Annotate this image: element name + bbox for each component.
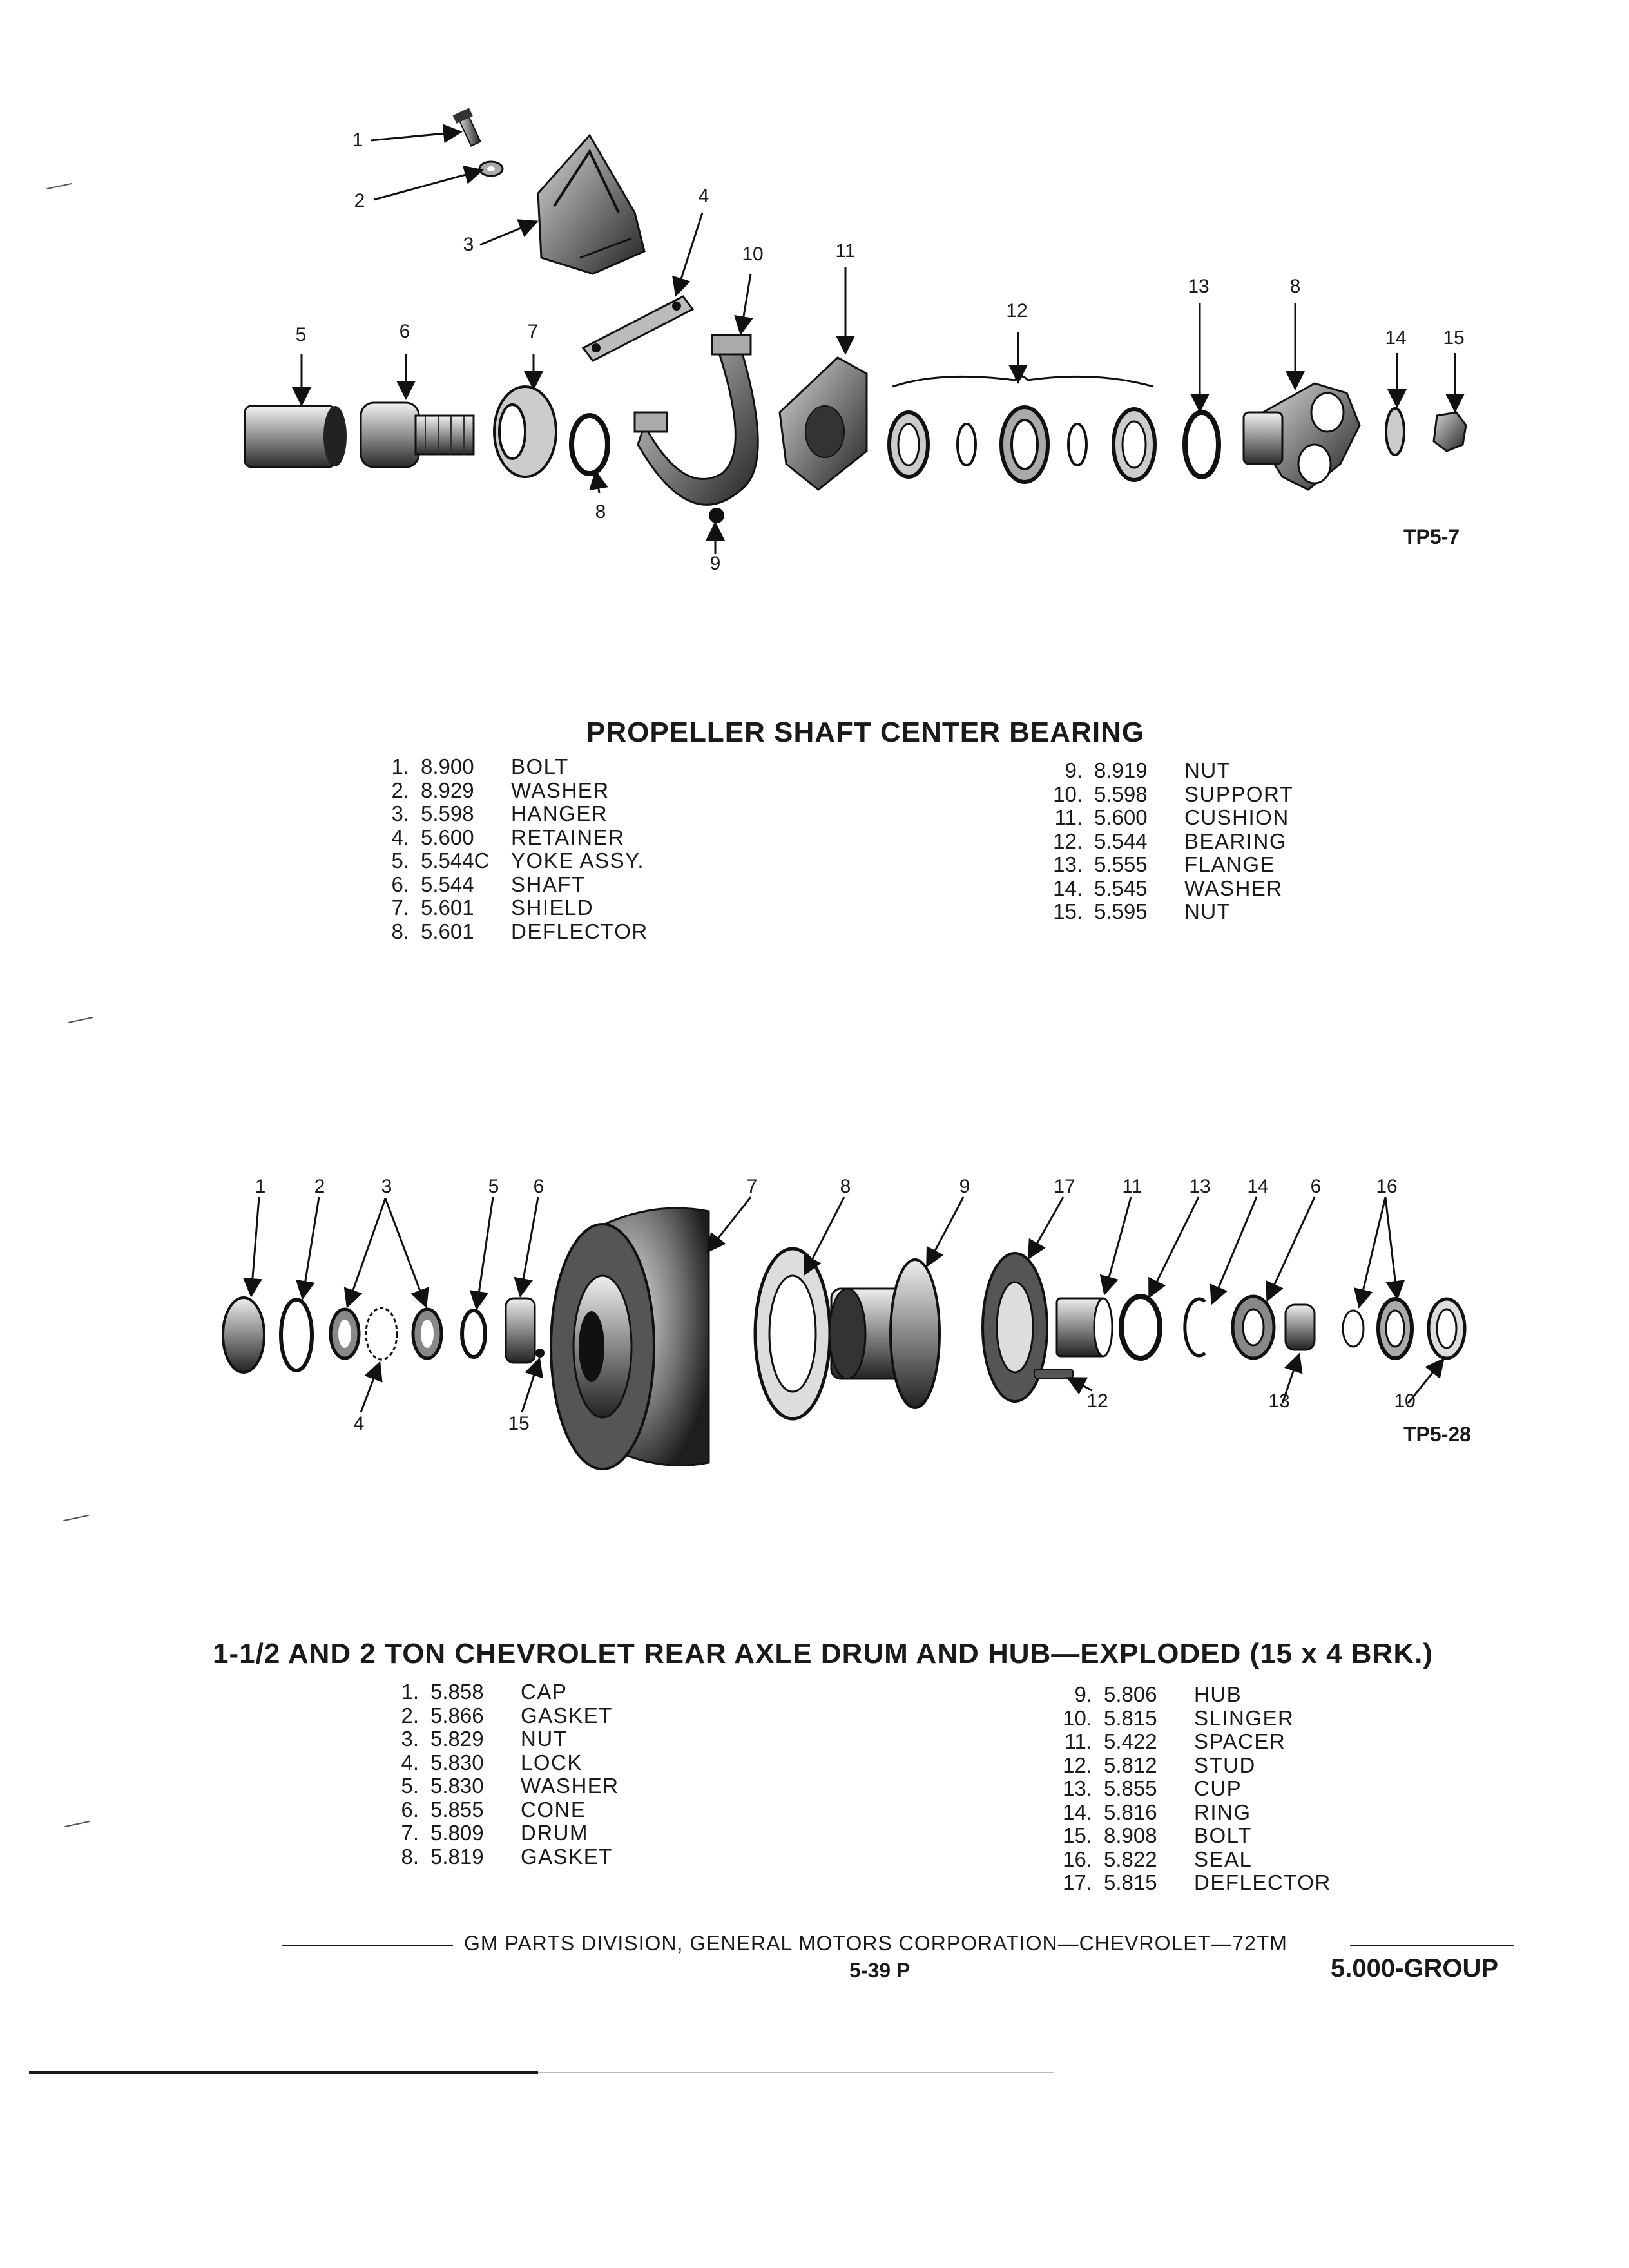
callout-label: 16 <box>1376 1176 1398 1197</box>
rear-axle-drum-hub-exploded-diagram <box>0 1160 1629 1482</box>
parts-list-right <box>1025 759 1293 924</box>
callout-label: 8 <box>1289 276 1301 297</box>
parts-list-left <box>361 1680 619 1869</box>
callout-label: 13 <box>1188 276 1210 297</box>
callout-label: 3 <box>463 234 474 255</box>
parts-list-row: 5. 5.830 WASHER <box>401 1774 619 1798</box>
bolt-part <box>453 108 485 148</box>
callout-label: 11 <box>1122 1176 1142 1197</box>
group-number: 5.000-GROUP <box>1331 1954 1499 1983</box>
callout-label: 14 <box>1247 1176 1269 1197</box>
bottom-scan-line <box>29 2071 538 2074</box>
parts-list-row: 2. 8.929 WASHER <box>391 778 610 802</box>
parts-list-row: 17. 5.815 DEFLECTOR <box>1063 1870 1331 1894</box>
parts-list-row: 7. 5.601 SHIELD <box>391 896 594 919</box>
section-title-propeller-shaft: PROPELLER SHAFT CENTER BEARING <box>586 716 1145 748</box>
callout-label: 7 <box>746 1176 758 1197</box>
parts-list-row: 10. 5.815 SLINGER <box>1063 1706 1295 1730</box>
callout-label: 4 <box>698 186 709 207</box>
parts-list-row: 13. 5.855 CUP <box>1063 1776 1242 1800</box>
margin-mark <box>68 1017 93 1023</box>
section-title-rear-axle: 1-1/2 AND 2 TON CHEVROLET REAR AXLE DRUM AND HUB—EXPLODED (15 x 4 BRK.) <box>213 1638 1433 1669</box>
propeller-shaft-parts-illustration <box>0 0 1629 580</box>
parts-list-row: 7. 5.809 DRUM <box>401 1821 588 1845</box>
rear-axle-parts-illustration <box>0 1160 1629 1482</box>
parts-list-row: 12. 5.812 STUD <box>1063 1753 1256 1777</box>
parts-list-row: 14. 5.816 RING <box>1063 1800 1251 1824</box>
callout-label: 8 <box>840 1176 851 1197</box>
parts-list-row: 11. 5.422 SPACER <box>1064 1729 1286 1753</box>
parts-list-row: 13. 5.555 FLANGE <box>1053 852 1276 876</box>
parts-list-row: 8. 5.601 DEFLECTOR <box>391 919 648 943</box>
callout-label: 3 <box>381 1176 392 1197</box>
parts-list-row: 4. 5.600 RETAINER <box>391 825 625 849</box>
callout-label: 15 <box>1443 327 1465 349</box>
callout-label: 10 <box>742 244 764 265</box>
parts-list-row: 9. 8.919 NUT <box>1065 758 1231 782</box>
parts-list-row: 12. 5.544 BEARING <box>1053 829 1287 853</box>
parts-list-row: 3. 5.829 NUT <box>401 1727 568 1751</box>
parts-list-row: 4. 5.830 LOCK <box>401 1750 583 1774</box>
parts-list-row: 1. 8.900 BOLT <box>391 754 569 778</box>
callout-label: 7 <box>527 321 539 342</box>
page-number: 5-39 P <box>849 1959 911 1982</box>
callout-label: 2 <box>354 190 365 211</box>
figure-code: TP5-28 <box>1403 1423 1471 1446</box>
footer-rule-left <box>282 1945 453 1946</box>
parts-list-row: 5. 5.544C YOKE ASSY. <box>391 849 645 872</box>
parts-list-row: 3. 5.598 HANGER <box>391 802 608 825</box>
callout-label: 13 <box>1268 1390 1290 1412</box>
parts-list-row: 15. 5.595 NUT <box>1053 899 1231 923</box>
parts-list-row: 11. 5.600 CUSHION <box>1054 805 1289 829</box>
parts-list-row: 14. 5.545 WASHER <box>1053 876 1283 900</box>
figure-code: TP5-7 <box>1403 525 1460 548</box>
parts-list-row: 16. 5.822 SEAL <box>1063 1847 1253 1871</box>
parts-list-left <box>351 755 648 943</box>
callout-label: 12 <box>1006 300 1028 322</box>
callout-label: 6 <box>1310 1176 1322 1197</box>
parts-list-row: 8. 5.819 GASKET <box>401 1844 613 1869</box>
callout-label: 9 <box>959 1176 970 1197</box>
footer-publisher: GM PARTS DIVISION, GENERAL MOTORS CORPORATION—CHEVROLET—72TM <box>464 1932 1287 1955</box>
parts-list-row: 15. 8.908 BOLT <box>1063 1823 1252 1847</box>
margin-mark <box>63 1515 89 1521</box>
footer-rule-right <box>1350 1945 1514 1946</box>
parts-list-row: 9. 5.806 HUB <box>1074 1682 1242 1706</box>
callout-label: 15 <box>508 1413 530 1434</box>
parts-list-row: 2. 5.866 GASKET <box>401 1703 613 1727</box>
callout-label: 17 <box>1054 1176 1075 1197</box>
callout-label: 1 <box>255 1176 266 1197</box>
margin-mark <box>64 1821 90 1827</box>
callout-label: 6 <box>399 321 410 342</box>
callout-label: 8 <box>595 501 606 523</box>
callout-label: 14 <box>1385 327 1407 349</box>
callout-label: 9 <box>709 553 721 574</box>
callout-label: 6 <box>533 1176 545 1197</box>
callout-label: 4 <box>353 1413 365 1434</box>
callout-label: 10 <box>1394 1390 1416 1412</box>
callout-label: 1 <box>352 130 363 151</box>
callout-label: 2 <box>314 1176 325 1197</box>
callout-label: 5 <box>295 324 307 345</box>
parts-list-right <box>1034 1683 1331 1895</box>
bottom-scan-line-faint <box>538 2072 1054 2073</box>
callout-label: 12 <box>1086 1390 1108 1412</box>
parts-list-row: 6. 5.544 SHAFT <box>391 872 586 896</box>
parts-list-row: 10. 5.598 SUPPORT <box>1053 782 1294 806</box>
callout-label: 11 <box>835 240 856 262</box>
propeller-shaft-exploded-diagram <box>0 0 1629 580</box>
callout-label: 13 <box>1189 1176 1211 1197</box>
parts-list-row: 1. 5.858 CAP <box>401 1680 568 1704</box>
parts-list-row: 6. 5.855 CONE <box>401 1797 586 1821</box>
callout-label: 5 <box>488 1176 499 1197</box>
